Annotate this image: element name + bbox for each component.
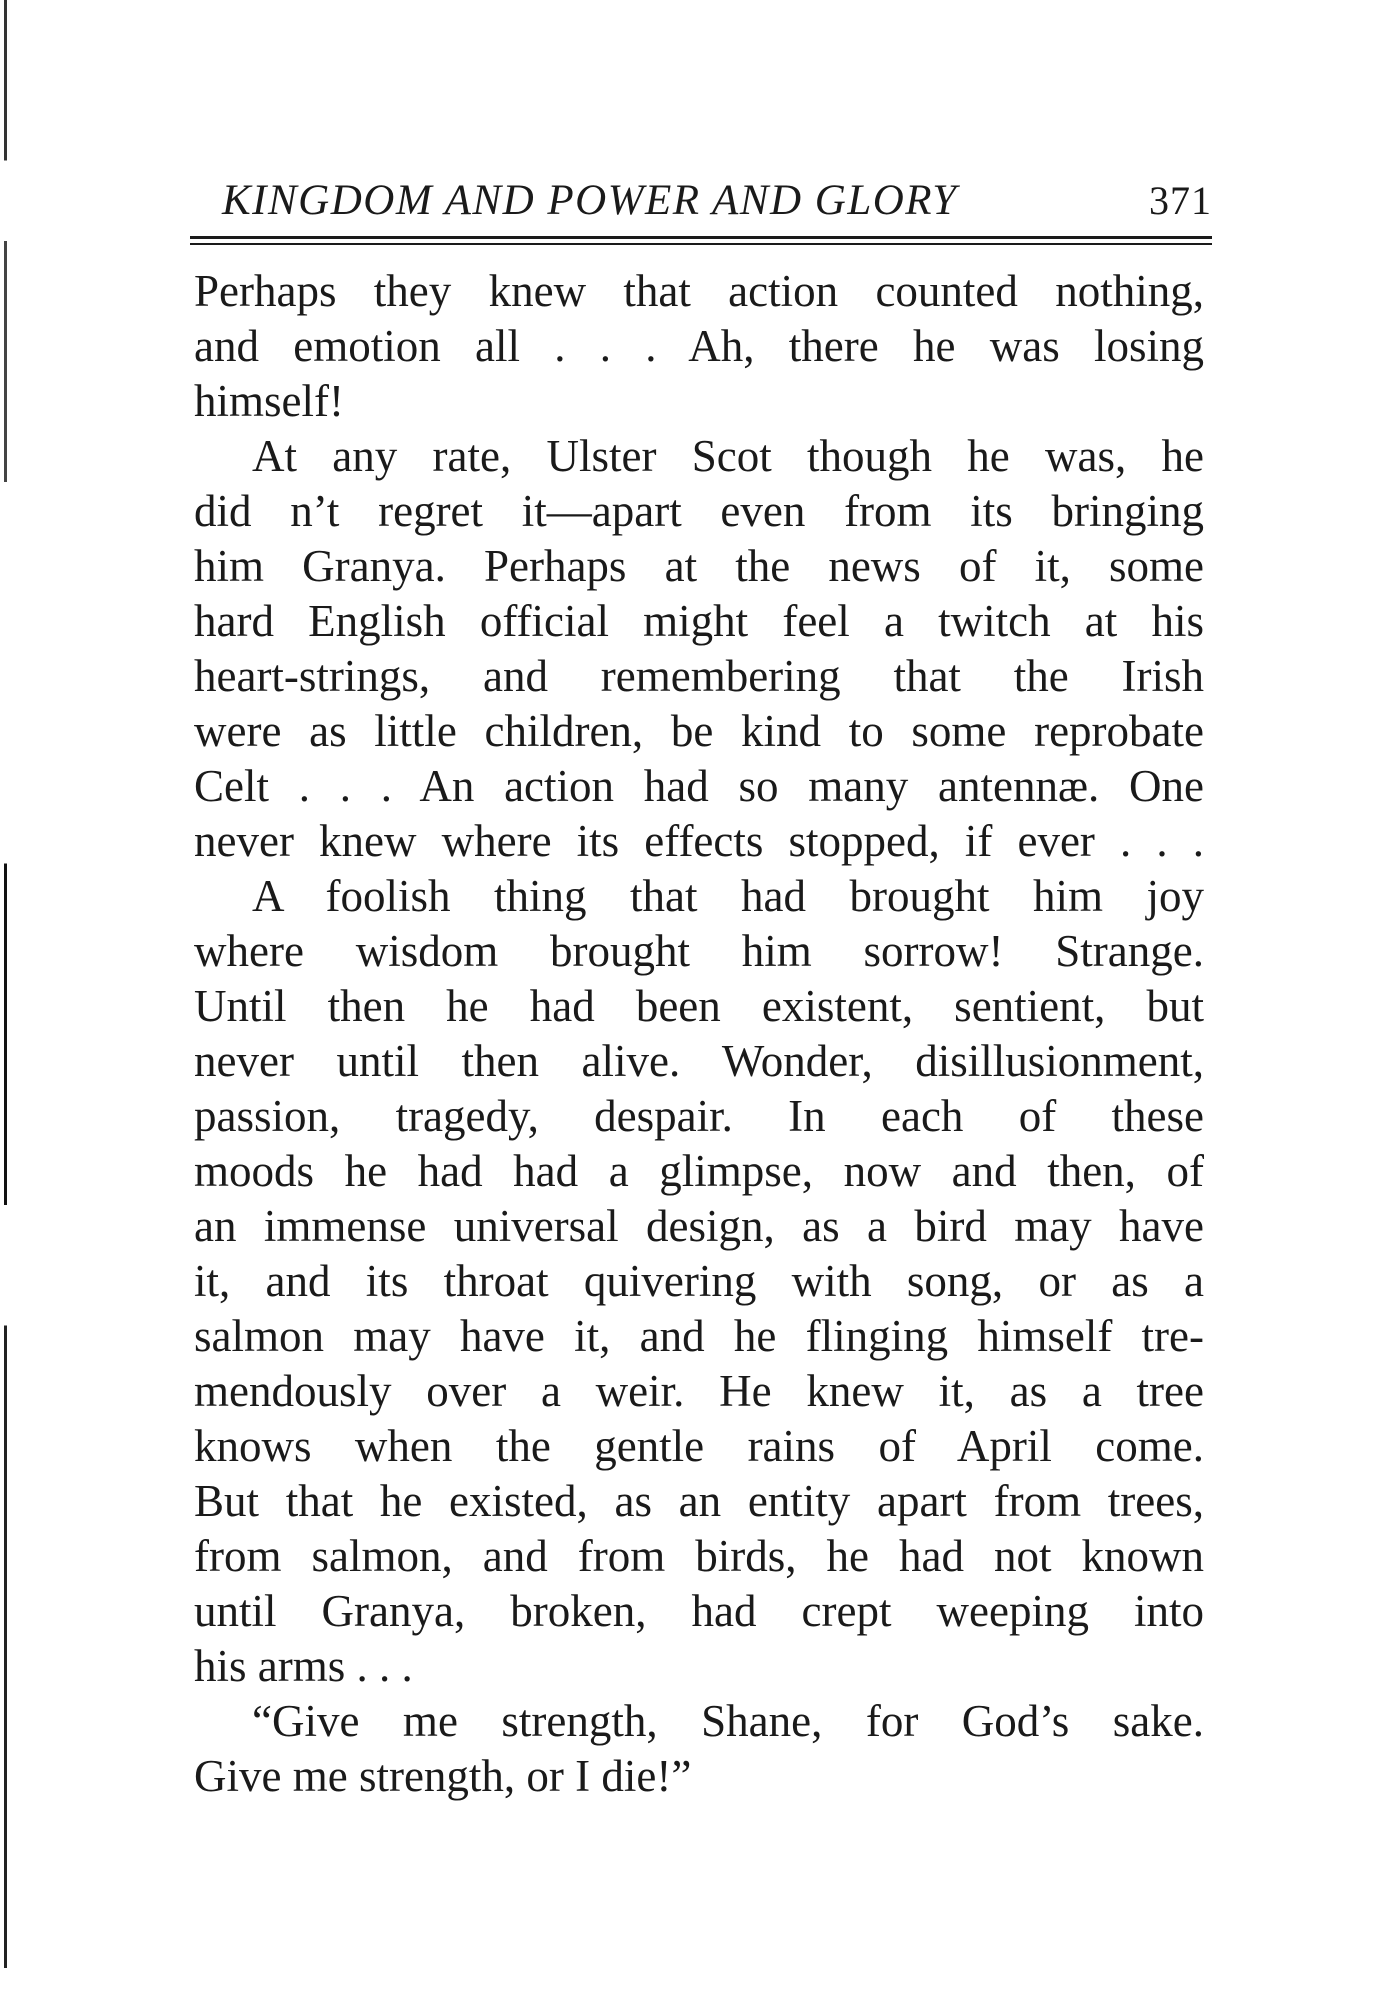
text-line: it, and its throat quivering with song, or as a xyxy=(194,1256,1204,1306)
header-rule-second xyxy=(190,243,1212,245)
running-head: KINGDOM AND POWER AND GLORY xyxy=(222,177,958,224)
page-number: 371 xyxy=(1149,178,1212,223)
text-line: passion, tragedy, despair. In each of these xyxy=(194,1091,1204,1141)
text-line: salmon may have it, and he flinging himself tre- xyxy=(194,1311,1204,1361)
body-text xyxy=(194,264,1204,1804)
text-line: But that he existed, as an entity apart from trees, xyxy=(194,1476,1204,1526)
text-line: hard English official might feel a twitch at his xyxy=(194,596,1204,646)
text-line: At any rate, Ulster Scot though he was, he xyxy=(252,431,1204,481)
text-line: never knew where its effects stopped, if ever . . . xyxy=(194,816,1204,866)
text-line: moods he had had a glimpse, now and then, of xyxy=(194,1146,1204,1196)
page-header xyxy=(190,172,1212,232)
text-line: from salmon, and from birds, he had not known xyxy=(194,1531,1204,1581)
text-line: Perhaps they knew that action counted nothing, xyxy=(194,266,1204,316)
text-line: an immense universal design, as a bird may have xyxy=(194,1201,1204,1251)
text-line: until Granya, broken, had crept weeping into xyxy=(194,1586,1204,1636)
text-line: and emotion all . . . Ah, there he was losing xyxy=(194,321,1204,371)
text-line: Give me strength, or I die!” xyxy=(194,1751,692,1801)
text-line: his arms . . . xyxy=(194,1641,413,1691)
header-rule xyxy=(190,236,1212,239)
text-line: Celt . . . An action had so many antennæ. One xyxy=(194,761,1204,811)
text-line: mendously over a weir. He knew it, as a tree xyxy=(194,1366,1204,1416)
binding-edge xyxy=(4,0,7,2008)
text-line: never until then alive. Wonder, disillusionment, xyxy=(194,1036,1204,1086)
text-line: himself! xyxy=(194,376,344,426)
text-line: A foolish thing that had brought him joy xyxy=(252,871,1204,921)
text-line: Until then he had been existent, sentient, but xyxy=(194,981,1204,1031)
text-line: where wisdom brought him sorrow! Strange. xyxy=(194,926,1204,976)
text-line: did n’t regret it—apart even from its bringing xyxy=(194,486,1204,536)
text-line: heart-strings, and remembering that the Irish xyxy=(194,651,1204,701)
text-line: were as little children, be kind to some reprobate xyxy=(194,706,1204,756)
text-line: “Give me strength, Shane, for God’s sake. xyxy=(252,1696,1204,1746)
text-line: him Granya. Perhaps at the news of it, some xyxy=(194,541,1204,591)
text-line: knows when the gentle rains of April come. xyxy=(194,1421,1204,1471)
